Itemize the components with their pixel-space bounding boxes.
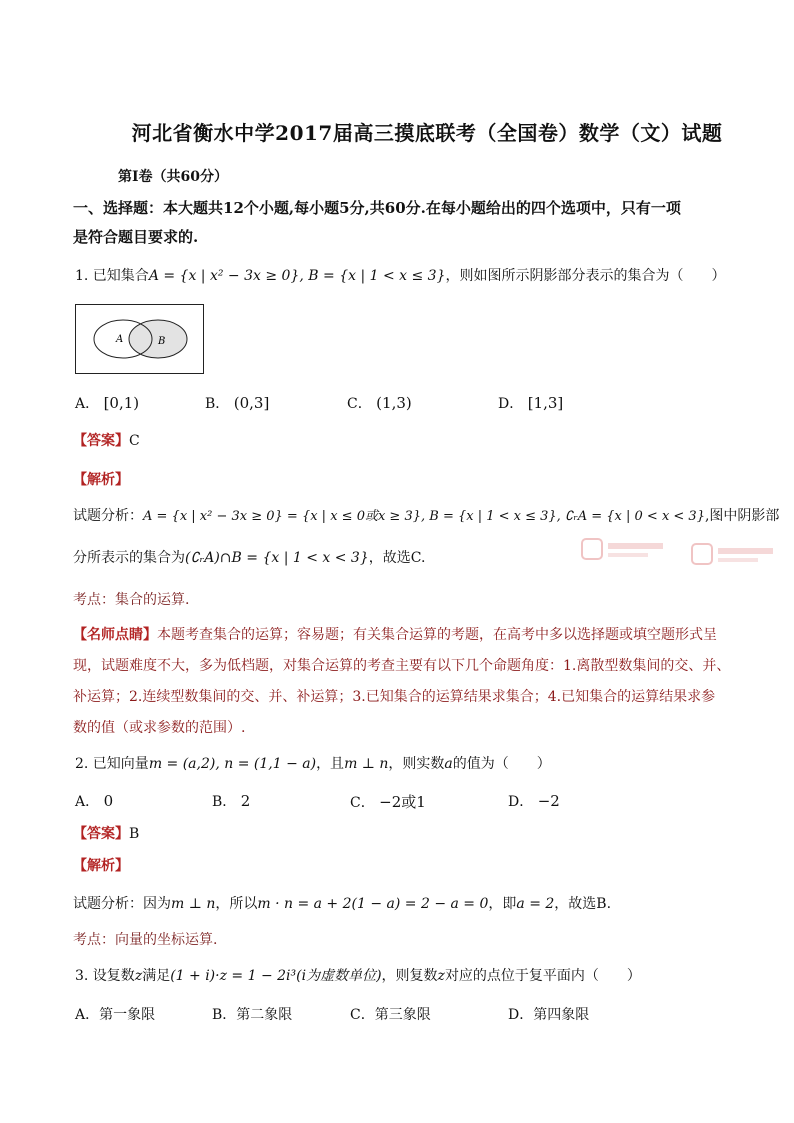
q1-set-a: A = {x | x² − 3x ≥ 0} (148, 268, 300, 284)
q2-answer: 【答案】B (73, 826, 140, 842)
q1-kaodian: 考点：集合的运算. (73, 592, 190, 608)
q2-option-c: C． −2或1 (350, 793, 426, 811)
q3-option-a: A．第一象限 (75, 1007, 156, 1023)
q1-stem (75, 265, 726, 285)
part1-header: 第Ⅰ卷（共60分） (118, 169, 229, 185)
q1-answer: 【答案】C (73, 433, 140, 449)
q1-option-a: A． [0,1) (75, 394, 140, 412)
venn-label-b: B (158, 336, 166, 347)
page-title: 河北省衡水中学2017届高三摸底联考（全国卷）数学（文）试题 (131, 121, 723, 145)
q2-analysis-line: 试题分析：因为m ⊥ n，所以m · n = a + 2(1 − a) = 2 − a = 0，即a = 2，故选B. (73, 896, 612, 912)
q2-kaodian: 考点：向量的坐标运算. (73, 932, 218, 948)
watermark-stamp-2 (690, 540, 780, 570)
q3-option-c: C．第三象限 (350, 1007, 431, 1023)
q1-option-d: D． [1,3] (498, 394, 564, 412)
q2-stem: 2. 已知向量m = (a,2), n = (1,1 − a)，且m ⊥ n，则实数a的值为（ ） (75, 756, 551, 772)
q1-dianjing-line4: 数的值（或求参数的范围）. (73, 720, 246, 736)
q1-dianjing-line2: 现，试题难度不大，多为低档题，对集合运算的考查主要有以下几个命题角度：1.离散型数集间的交、并、 (73, 658, 731, 674)
q1-dianjing-line1: 【名师点睛】本题考查集合的运算；容易题；有关集合运算的考题，在高考中多以选择题或填空题形式呈 (73, 627, 717, 643)
venn-svg (76, 305, 203, 373)
q1-option-c: C． (1,3) (347, 394, 412, 412)
q2-option-a: A． 0 (75, 792, 114, 810)
q1-stem-prefix: 1. 已知集合 (75, 268, 149, 284)
q2-analysis-tag: 【解析】 (73, 858, 129, 874)
q3-option-d: D．第四象限 (508, 1007, 590, 1023)
q3-stem: 3. 设复数z满足(1 + i)·z = 1 − 2i³(i为虚数单位)，则复数z对应的点位于复平面内（ ） (75, 968, 641, 984)
q1-stem-suffix: ，则如图所示阴影部分表示的集合为（ ） (445, 268, 726, 284)
q3-option-b: B．第二象限 (212, 1007, 293, 1023)
venn-diagram (75, 304, 204, 374)
venn-label-a: A (116, 334, 124, 345)
q1-set-b: , B = {x | 1 < x ≤ 3} (299, 268, 446, 284)
section1-line1: 一、选择题：本大题共12个小题,每小题5分,共60分.在每小题给出的四个选项中，只有一项 (73, 199, 681, 217)
q1-analysis-line2: 分所表示的集合为(∁ᵣA)∩B = {x | 1 < x < 3}，故选C. (73, 550, 426, 566)
q1-dianjing-line3: 补运算；2.连续型数集间的交、并、补运算；3.已知集合的运算结果求集合；4.已知集合的运算结果求参 (73, 689, 716, 705)
q1-analysis-line1: 试题分析：A = {x | x² − 3x ≥ 0} = {x | x ≤ 0或x ≥ 3}, B = {x | 1 < x ≤ 3}, ∁ᵣA = {x | 0 < x < 3},图中阴影部 (73, 508, 780, 524)
q1-analysis-tag: 【解析】 (73, 472, 129, 488)
section1-line2: 是符合题目要求的. (73, 228, 199, 246)
q1-option-b: B． (0,3] (205, 394, 270, 412)
q2-option-b: B． 2 (212, 792, 251, 810)
q2-option-d: D． −2 (508, 792, 560, 810)
watermark-stamp-1 (580, 535, 670, 565)
